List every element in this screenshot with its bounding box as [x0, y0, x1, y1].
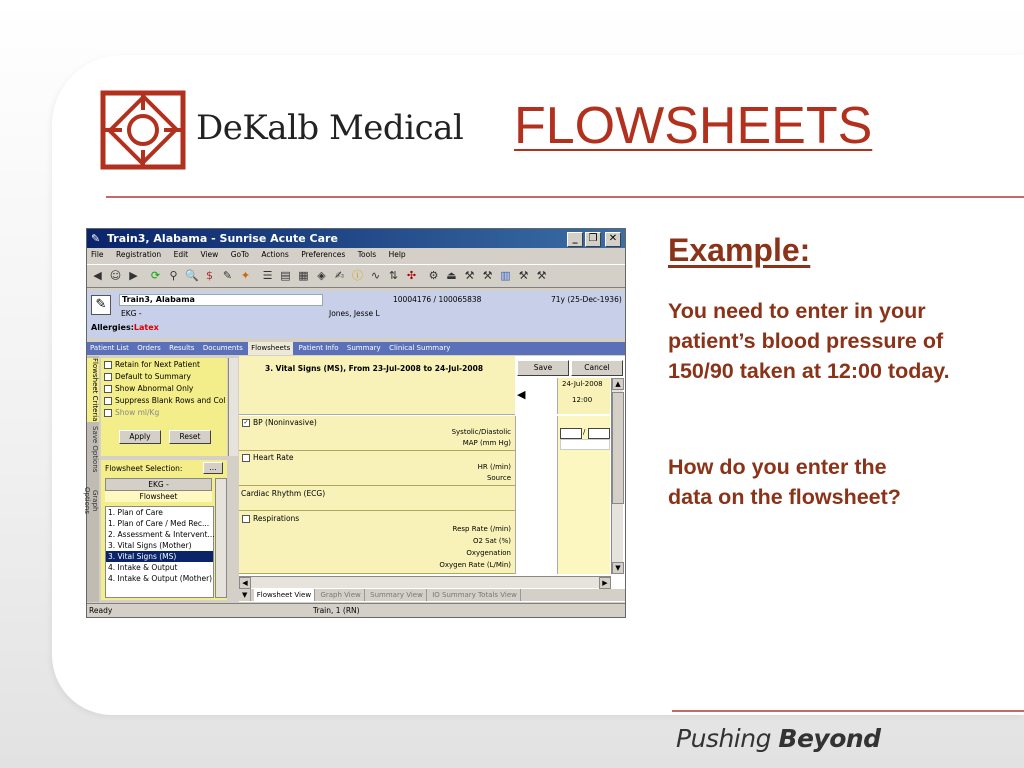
diastolic-input[interactable] — [588, 428, 610, 439]
tab-patient-list[interactable]: Patient List — [90, 344, 129, 352]
bp-section — [239, 416, 515, 451]
allergies-label: Allergies: — [91, 323, 134, 332]
document-icon[interactable]: ▥ — [500, 269, 511, 282]
menu-view[interactable]: View — [200, 250, 219, 259]
list-item[interactable]: 4. Intake & Output (Mother) — [108, 574, 213, 583]
flowsheet-list — [105, 506, 214, 598]
row-label-systolic: Systolic/Diastolic — [451, 428, 511, 436]
flowsheet-selection-label: Flowsheet Selection: — [105, 464, 183, 473]
menu-bar — [87, 248, 625, 262]
toolbar — [87, 264, 625, 288]
cancel-button[interactable]: Cancel — [571, 360, 623, 376]
title-divider — [106, 196, 1024, 198]
list-icon[interactable]: ☰ — [262, 269, 273, 282]
cardiac-label: Cardiac Rhythm (ECG) — [241, 489, 326, 498]
menu-preferences[interactable]: Preferences — [301, 250, 346, 259]
row-label-map: MAP (mm Hg) — [462, 439, 511, 447]
checkbox-show-ml-kg[interactable] — [104, 408, 159, 417]
grid-horizontal-scrollbar[interactable] — [239, 576, 611, 588]
column-date: 24-Jul-2008 — [562, 380, 603, 388]
empty-data-column — [515, 416, 558, 574]
list-item[interactable]: 2. Assessment & Intervent... — [108, 530, 215, 539]
example-heading: Example: — [668, 232, 811, 268]
footer-divider — [672, 710, 1024, 712]
menu-registration[interactable]: Registration — [115, 250, 162, 259]
save-button[interactable]: Save — [517, 360, 569, 376]
scroll-up-icon[interactable]: ▲ — [612, 378, 624, 390]
example-paragraph-1: You need to enter in your patient’s blood pressure of 150/90 taken at 12:00 today. — [668, 299, 950, 383]
flowsheet-list-header: Flowsheet — [105, 491, 212, 502]
tab-summary[interactable]: Summary — [346, 344, 381, 352]
allergies-line — [91, 323, 159, 332]
checkbox-show-abnormal[interactable] — [104, 384, 193, 393]
patient-physician: Jones, Jesse L — [329, 309, 380, 318]
row-label-oxygenation: Oxygenation — [466, 549, 511, 557]
patient-edit-icon[interactable]: ✎ — [91, 295, 111, 315]
grid-title: 3. Vital Signs (MS), From 23-Jul-2008 to 24-Jul-2008 — [265, 364, 484, 373]
sort-icon[interactable]: ⇅ — [388, 269, 399, 282]
stamp-icon[interactable]: ◈ — [317, 269, 326, 282]
checkbox-label: Show Abnormal Only — [115, 384, 194, 393]
patient-header — [87, 291, 625, 338]
allergies-value: Latex — [133, 323, 159, 332]
minimize-button[interactable]: _ — [567, 232, 583, 247]
checkbox-label: Suppress Blank Rows and Col — [115, 396, 226, 405]
app-window — [83, 228, 626, 618]
wrench-icon[interactable]: ⚒ — [536, 269, 547, 282]
checkbox-hr[interactable] — [242, 453, 293, 462]
dollar-icon[interactable]: $ — [206, 269, 213, 282]
checkbox-default-summary[interactable] — [104, 372, 191, 381]
menu-file[interactable]: File — [91, 250, 104, 259]
scroll-right-icon[interactable]: ▶ — [599, 577, 611, 589]
slide-title: FLOWSHEETS — [514, 97, 873, 155]
info-icon[interactable]: ⓘ — [352, 269, 363, 282]
note-icon[interactable]: ▦ — [298, 269, 309, 282]
tab-documents[interactable]: Documents — [202, 344, 243, 352]
patients-icon[interactable]: ☺ — [109, 269, 122, 282]
flowsheet-dropdown[interactable]: EKG - — [105, 478, 212, 491]
logo-text: DeKalb Medical — [196, 108, 464, 148]
search-icon[interactable]: ⚲ — [169, 269, 178, 282]
tab-flowsheet-view[interactable]: Flowsheet View — [254, 589, 315, 601]
column-time: 12:00 — [572, 396, 593, 404]
row-label-oxygen-rate: Oxygen Rate (L/Min) — [439, 561, 511, 569]
view-tabs-scroll-icon[interactable]: ▼ — [239, 589, 251, 601]
tab-summary-view[interactable]: Summary View — [367, 589, 427, 601]
tab-results[interactable]: Results — [169, 344, 195, 352]
checkbox-suppress-blank[interactable] — [104, 396, 225, 405]
maximize-button[interactable]: ❐ — [585, 232, 601, 247]
time-column-header[interactable] — [557, 378, 610, 414]
bp-section-label: BP (Noninvasive) — [253, 418, 317, 427]
wrench-icon[interactable]: ⚒ — [482, 269, 493, 282]
menu-actions[interactable]: Actions — [261, 250, 289, 259]
status-user: Train, 1 (RN) — [313, 606, 360, 615]
tab-flowsheets[interactable]: Flowsheets — [248, 342, 293, 355]
apply-button[interactable]: Apply — [119, 430, 161, 444]
list-item[interactable]: 1. Plan of Care — [108, 508, 163, 517]
left-pane — [83, 356, 237, 602]
map-input[interactable] — [560, 439, 610, 450]
checkbox-resp[interactable] — [242, 514, 299, 523]
side-tab-graph-options[interactable]: Graph Options — [83, 487, 99, 515]
tagline-part-1: Pushing — [676, 724, 771, 753]
criteria-panel — [101, 358, 227, 456]
zoom-icon[interactable]: 🔍 — [185, 269, 199, 282]
flowsheet-list-scrollbar[interactable] — [215, 478, 227, 598]
menu-help[interactable]: Help — [388, 250, 406, 259]
patient-ids: 10004176 / 100065838 — [393, 295, 482, 304]
edit-icon[interactable]: ✎ — [222, 269, 233, 282]
close-button[interactable]: ✕ — [605, 232, 621, 247]
current-time-column — [557, 416, 610, 574]
person-icon[interactable]: ✦ — [240, 269, 251, 282]
side-tab-save-options[interactable]: Save Options — [91, 425, 99, 473]
hr-section-label: Heart Rate — [253, 453, 294, 462]
patient-name: Train3, Alabama — [119, 294, 323, 306]
list-item[interactable]: 3. Vital Signs (Mother) — [108, 541, 192, 550]
back-icon[interactable]: ◀ — [93, 269, 102, 282]
menu-edit[interactable]: Edit — [173, 250, 189, 259]
list-item[interactable]: 4. Intake & Output — [108, 563, 178, 572]
checkbox-bp[interactable]: ✓ BP (Noninvasive) — [243, 418, 317, 427]
view-tabs — [239, 589, 625, 601]
checkbox-retain[interactable] — [104, 360, 200, 369]
status-text: Ready — [89, 606, 113, 615]
scroll-down-icon[interactable]: ▼ — [612, 562, 624, 574]
resp-section — [239, 511, 515, 574]
row-label-resp-rate: Resp Rate (/min) — [452, 525, 511, 533]
checkbox-label: Retain for Next Patient — [115, 360, 200, 369]
window-titlebar — [87, 229, 625, 248]
refresh-icon[interactable]: ⟳ — [150, 269, 161, 282]
row-label-o2-sat: O2 Sat (%) — [472, 537, 511, 545]
grid-vertical-scrollbar[interactable] — [611, 378, 623, 574]
example-paragraph-2: How do you enter the data on the flowsheet? — [668, 455, 901, 509]
dekalb-logo-icon — [100, 90, 186, 170]
pen-icon[interactable]: ✍ — [334, 269, 345, 282]
side-tab-flowsheet-criteria[interactable]: Flowsheet Criteria — [87, 358, 99, 422]
chart-icon[interactable]: ∿ — [370, 269, 381, 282]
cardiac-section — [239, 486, 515, 511]
patient-order: EKG - — [121, 309, 142, 318]
list-item-selected[interactable]: 3. Vital Signs (MS) — [106, 551, 213, 562]
menu-tools[interactable]: Tools — [357, 250, 377, 259]
status-bar — [87, 603, 625, 618]
wrench-icon[interactable]: ⚒ — [464, 269, 475, 282]
menu-goto[interactable]: GoTo — [230, 250, 249, 259]
bp-slash: / — [583, 428, 586, 436]
tab-clinical-summary[interactable]: Clinical Summary — [389, 344, 451, 352]
flowsheet-more-button[interactable]: ... — [203, 462, 223, 474]
side-tabs — [83, 356, 99, 602]
grid-header — [239, 356, 515, 415]
checkbox-label: Show ml/Kg — [115, 408, 160, 417]
expand-icon[interactable]: ✣ — [406, 269, 417, 282]
hr-section — [239, 451, 515, 486]
reset-button[interactable]: Reset — [169, 430, 211, 444]
tagline-part-2: Beyond — [778, 724, 881, 753]
patient-age-dob: 71y (25-Dec-1936) — [551, 295, 622, 304]
tab-patient-info[interactable]: Patient Info — [298, 344, 339, 352]
systolic-input[interactable] — [560, 428, 582, 439]
window-title: Train3, Alabama - Sunrise Acute Care — [107, 232, 338, 245]
list-item[interactable]: 1. Plan of Care / Med Rec... — [108, 519, 210, 528]
row-label-hr: HR (/min) — [477, 463, 511, 471]
tab-graph-view[interactable]: Graph View — [317, 589, 364, 601]
checkbox-label: Default to Summary — [115, 372, 191, 381]
flowsheet-selection-panel — [101, 460, 227, 600]
scroll-left-icon[interactable]: ◀ — [239, 577, 251, 589]
scroll-left-arrow-icon[interactable]: ◀ — [517, 388, 526, 401]
forward-icon[interactable]: ▶ — [129, 269, 138, 282]
resp-section-label: Respirations — [253, 514, 300, 523]
app-icon: ✎ — [91, 232, 101, 245]
tab-orders[interactable]: Orders — [137, 344, 161, 352]
tagline — [676, 724, 881, 753]
row-label-source: Source — [486, 474, 511, 482]
wrench-icon[interactable]: ⚒ — [518, 269, 529, 282]
criteria-scrollbar[interactable] — [228, 358, 238, 456]
settings-icon[interactable]: ⚙ — [428, 269, 439, 282]
exit-icon[interactable]: ⏏ — [446, 269, 457, 282]
clipboard-icon[interactable]: ▤ — [280, 269, 291, 282]
flowsheet-grid — [239, 356, 625, 602]
tab-bar — [87, 342, 625, 355]
tab-io-summary-totals[interactable]: IO Summary Totals View — [429, 589, 521, 601]
scroll-thumb[interactable] — [612, 392, 624, 504]
